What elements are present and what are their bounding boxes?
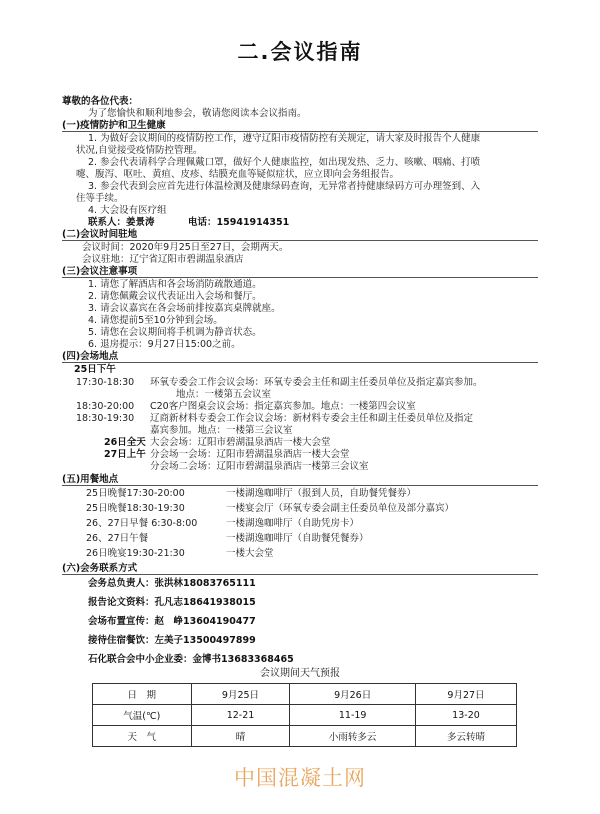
venue-text: 分会场二会场：辽阳市碧湖温泉酒店一楼第三会议室	[150, 461, 369, 472]
watermark: 中国混凝土网	[234, 766, 366, 790]
meal-time: 26日晚宴19:30-21:30	[86, 548, 185, 559]
greeting: 尊敬的各位代表：	[62, 96, 139, 107]
intro-text: 为了您愉快和顺利地参会，敬请您阅读本会议指南。	[88, 108, 307, 119]
medical-contact-phone: 电话：15941914351	[188, 217, 290, 228]
venue-text: 辽商新材料专委会工作会议会场：新材料专委会主任和副主任委员单位及指定	[150, 413, 474, 424]
page-title: 二.会议指南	[237, 40, 363, 64]
meeting-venue: 会议驻地：辽宁省辽阳市碧湖温泉酒店	[82, 254, 244, 265]
meal-time: 25日晚餐18:30-19:30	[86, 503, 185, 514]
weather-title: 会议期间天气预报	[260, 668, 340, 679]
venue-time: 18:30-19:30	[76, 413, 135, 424]
contact-line: 报告论文资料：孔凡志18641938015	[88, 597, 256, 608]
notice-item: 4. 请您提前5至10分钟到会场。	[88, 315, 223, 326]
day-label-25: 25日下午	[74, 364, 116, 375]
section-rule	[62, 485, 538, 486]
weather-cell: 小雨转多云	[290, 726, 416, 747]
venue-location: 地点：一楼第五会议室	[176, 389, 272, 400]
table-row	[93, 684, 517, 705]
table-row	[93, 705, 517, 726]
meeting-time: 会议时间：2020年9月25日至27日，会期两天。	[82, 242, 289, 253]
section-heading-1: (一)疫情防护和卫生健康	[62, 120, 166, 131]
weather-cell: 气温(℃)	[93, 705, 192, 726]
venue-time: 17:30-18:30	[76, 377, 135, 388]
notice-item: 6. 退房提示：9月27日15:00之前。	[88, 339, 241, 350]
section-rule	[62, 277, 538, 278]
section-rule	[62, 362, 538, 363]
notice-item: 5. 请您在会议期间将手机调为静音状态。	[88, 327, 262, 338]
contact-line: 接待住宿餐饮：左美子13500497899	[88, 635, 256, 646]
medical-contact-name: 联系人：姜景涛	[88, 217, 155, 228]
section-rule	[62, 240, 538, 241]
meal-place: 一楼大会堂	[226, 548, 274, 559]
section-rule	[62, 574, 538, 575]
venue-text: 分会场一会场：辽阳市碧湖温泉酒店一楼大会堂	[150, 449, 350, 460]
venue-text: 嘉宾参加。地点：一楼第三会议室	[150, 425, 293, 436]
meal-place: 一楼湖逸咖啡厅（自助餐凭餐券）	[226, 533, 369, 544]
notice-item: 2. 请您佩戴会议代表证出入会场和餐厅。	[88, 291, 262, 302]
day-label-27: 27日上午	[104, 449, 146, 460]
venue-text: 大会会场：辽阳市碧湖温泉酒店一楼大会堂	[150, 437, 331, 448]
notice-item: 3. 请会议嘉宾在各会场前排按嘉宾桌牌就座。	[88, 303, 281, 314]
venue-time: 18:30-20:00	[76, 401, 135, 412]
meal-place: 一楼湖逸咖啡厅（自助凭房卡）	[226, 518, 360, 529]
s1-line-1: 1. 为做好会议期间的疫情防控工作，遵守辽阳市疫情防控有关规定，请大家及时报告个人健康	[88, 133, 481, 144]
s1-line-4: 嚏、腹泻、呕吐、黄疸、皮疹、结膜充血等疑似症状，应立即向会务组报告。	[76, 169, 400, 180]
meal-time: 26、27日午餐	[86, 533, 149, 544]
section-heading-2: (二)会议时间驻地	[62, 229, 138, 240]
section-heading-3: (三)会议注意事项	[62, 266, 138, 277]
weather-table	[92, 683, 517, 747]
contact-line: 会场布置宣传：赵 峥13604190477	[88, 616, 256, 627]
section-heading-6: (六)会务联系方式	[62, 563, 138, 574]
s1-line-6: 住等手续。	[76, 193, 124, 204]
venue-text: C20客户图桌会议会场：指定嘉宾参加。地点：一楼第四会议室	[150, 401, 416, 412]
weather-cell: 12-21	[191, 705, 290, 726]
section-heading-4: (四)会场地点	[62, 351, 119, 362]
table-row	[93, 726, 517, 747]
weather-cell: 多云转晴	[415, 726, 516, 747]
section-rule	[62, 131, 538, 132]
meal-place: 一楼宴会厅（环氧专委会副主任委员单位及部分嘉宾）	[226, 503, 455, 514]
s1-line-3: 2. 参会代表请科学合理佩戴口罩，做好个人健康监控，如出现发热、乏力、咳嗽、咽痛、打喷	[88, 157, 481, 168]
weather-cell: 13-20	[415, 705, 516, 726]
meal-time: 26、27日早餐 6:30-8:00	[86, 518, 198, 529]
day-label-26: 26日全天	[104, 437, 146, 448]
weather-cell: 天 气	[93, 726, 192, 747]
weather-cell: 晴	[191, 726, 290, 747]
weather-cell: 日 期	[93, 684, 192, 705]
venue-text: 环氧专委会工作会议会场：环氧专委会主任和副主任委员单位及指定嘉宾参加。	[150, 377, 483, 388]
weather-cell: 11-19	[290, 705, 416, 726]
meal-time: 25日晚餐17:30-20:00	[86, 488, 185, 499]
weather-cell: 9月26日	[290, 684, 416, 705]
section-heading-5: (五)用餐地点	[62, 474, 119, 485]
s1-line-2: 状况,自觉接受疫情防控管理。	[76, 145, 203, 156]
s1-line-7: 4. 大会设有医疗组	[88, 205, 167, 216]
meal-place: 一楼湖逸咖啡厅（报到人员，自助餐凭餐券）	[226, 488, 417, 499]
notice-item: 1. 请您了解酒店和各会场消防疏散通道。	[88, 279, 262, 290]
weather-cell: 9月27日	[415, 684, 516, 705]
contact-line: 石化联合会中小企业委：金博书13683368465	[88, 654, 294, 665]
s1-line-5: 3. 参会代表到会应首先进行体温检测及健康绿码查询，无异常者持健康绿码方可办理签到、入	[88, 181, 481, 192]
contact-line: 会务总负责人：张洪林18083765111	[88, 578, 256, 589]
weather-cell: 9月25日	[191, 684, 290, 705]
